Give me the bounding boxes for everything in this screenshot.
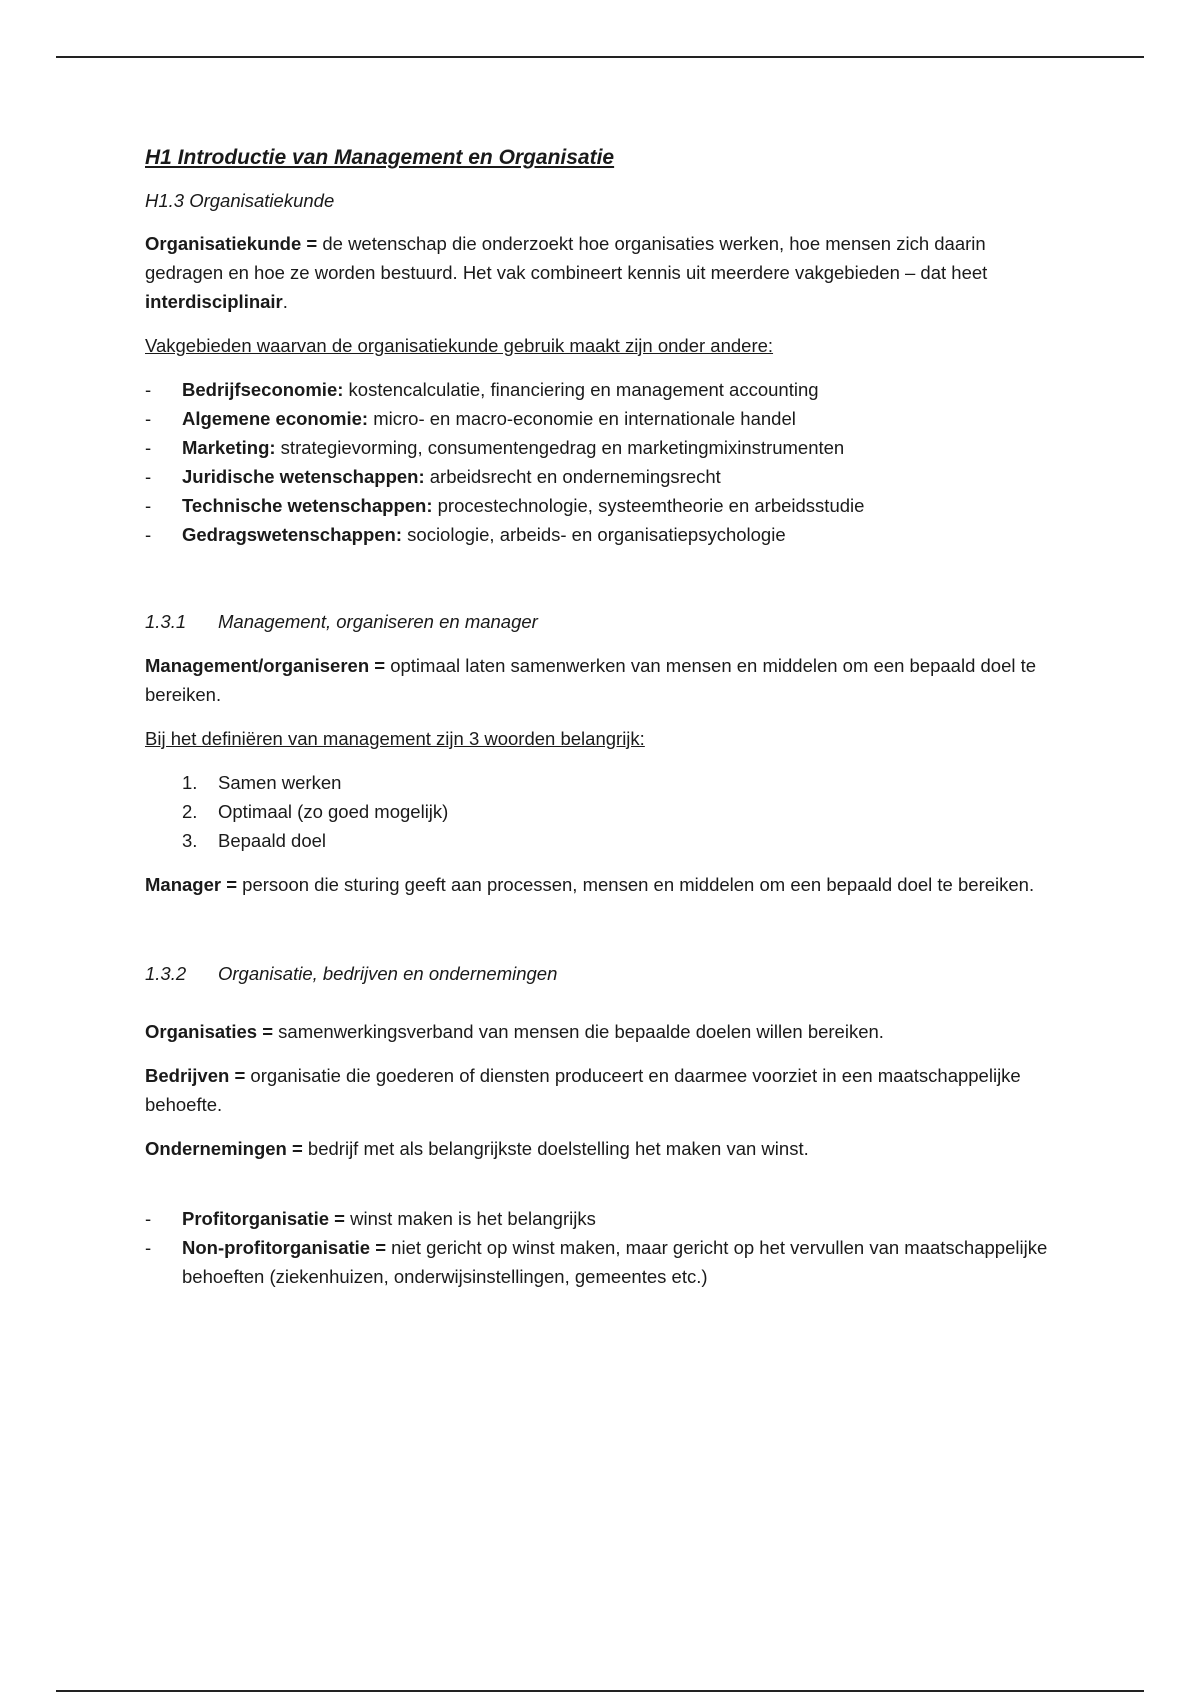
definition-term: Manager =	[145, 874, 238, 895]
section-number: 1.3.2	[145, 963, 187, 984]
intro-end: .	[282, 291, 288, 312]
list-item-text: arbeidsrecht en ondernemingsrecht	[424, 466, 721, 487]
list-item-term: Profitorganisatie =	[182, 1208, 345, 1229]
list-item-text: procestechnologie, systeemtheorie en arbeidsstudie	[432, 495, 865, 516]
list-item-term: Algemene economie:	[182, 408, 369, 429]
list-item	[145, 375, 1065, 404]
definition-text: organisatie die goederen of diensten produceert en daarmee voorziet in een maatschappelijke behoefte.	[145, 1065, 1021, 1115]
document-title: H1 Introductie van Management en Organisatie	[145, 146, 615, 169]
vakgebieden-heading: Vakgebieden waarvan de organisatiekunde gebruik maakt zijn onder andere:	[145, 335, 774, 356]
section-number: 1.3.1	[145, 611, 187, 632]
list-item	[145, 1204, 1065, 1233]
section-heading-1	[145, 607, 1065, 636]
definition-organisaties	[145, 1017, 1065, 1046]
list-item	[145, 491, 1065, 520]
list-number: 3.	[182, 830, 198, 851]
intro-paragraph	[145, 229, 1065, 316]
intro-text: de wetenschap die onderzoekt hoe organisaties werken, hoe mensen zich daarin gedragen en hoe ze worden bestuurd. Het vak combineert kennis uit meerdere vakgebieden – dat heet	[145, 233, 988, 283]
management-list-heading: Bij het definiëren van management zijn 3 woorden belangrijk:	[145, 728, 645, 749]
organisation-types-list	[145, 1204, 1065, 1291]
vakgebieden-list	[145, 375, 1065, 549]
definition-manager	[145, 870, 1065, 899]
list-item	[145, 1233, 1065, 1291]
list-item-term: Gedragswetenschappen:	[182, 524, 403, 545]
list-item	[145, 768, 1065, 797]
list-item-text: niet gericht op winst maken, maar gericht op het vervullen van maatschappelijke behoeften (ziekenhuizen, onderwijsinstellingen, gemeentes etc.)	[182, 1237, 1048, 1287]
definition-term: Bedrijven =	[145, 1065, 246, 1086]
list-number: 1.	[182, 772, 198, 793]
list-item-term: Juridische wetenschappen:	[182, 466, 425, 487]
list-item	[145, 826, 1065, 855]
document-subtitle: H1.3 Organisatiekunde	[145, 190, 335, 211]
document-page	[145, 143, 1065, 1306]
list-item-text: Samen werken	[218, 772, 342, 793]
definition-management	[145, 651, 1065, 709]
list-item-term: Bedrijfseconomie:	[182, 379, 344, 400]
list-item	[145, 520, 1065, 549]
list-item	[145, 462, 1065, 491]
definition-term: Management/organiseren =	[145, 655, 386, 676]
definition-ondernemingen	[145, 1134, 1065, 1163]
definition-term: Ondernemingen =	[145, 1138, 303, 1159]
header-rule	[56, 56, 1144, 58]
management-words-list	[145, 768, 1065, 855]
list-item-term: Marketing:	[182, 437, 276, 458]
section-heading-2	[145, 959, 1065, 988]
list-item	[145, 797, 1065, 826]
list-item	[145, 433, 1065, 462]
definition-text: samenwerkingsverband van mensen die bepaalde doelen willen bereiken.	[273, 1021, 884, 1042]
intro-term: Organisatiekunde =	[145, 233, 318, 254]
list-item-term: Technische wetenschappen:	[182, 495, 433, 516]
list-item-text: kostencalculatie, financiering en management accounting	[343, 379, 819, 400]
list-item-text: sociologie, arbeids- en organisatiepsychologie	[402, 524, 786, 545]
intro-bold-word: interdisciplinair	[145, 291, 283, 312]
list-item-text: micro- en macro-economie en internationale handel	[368, 408, 796, 429]
list-item-text: Bepaald doel	[218, 830, 327, 851]
list-item-text: Optimaal (zo goed mogelijk)	[218, 801, 449, 822]
list-number: 2.	[182, 801, 198, 822]
list-item-text: strategievorming, consumentengedrag en marketingmixinstrumenten	[275, 437, 845, 458]
definition-text: persoon die sturing geeft aan processen, mensen en middelen om een bepaald doel te bereiken.	[237, 874, 1035, 895]
list-item	[145, 404, 1065, 433]
section-title: Management, organiseren en manager	[218, 611, 538, 632]
definition-bedrijven	[145, 1061, 1065, 1119]
footer-rule	[56, 1690, 1144, 1692]
definition-text: optimaal laten samenwerken van mensen en middelen om een bepaald doel te bereiken.	[145, 655, 1037, 705]
definition-term: Organisaties =	[145, 1021, 274, 1042]
list-item-text: winst maken is het belangrijks	[344, 1208, 596, 1229]
section-title: Organisatie, bedrijven en ondernemingen	[218, 963, 558, 984]
list-item-term: Non-profitorganisatie =	[182, 1237, 387, 1258]
definition-text: bedrijf met als belangrijkste doelstelling het maken van winst.	[302, 1138, 809, 1159]
